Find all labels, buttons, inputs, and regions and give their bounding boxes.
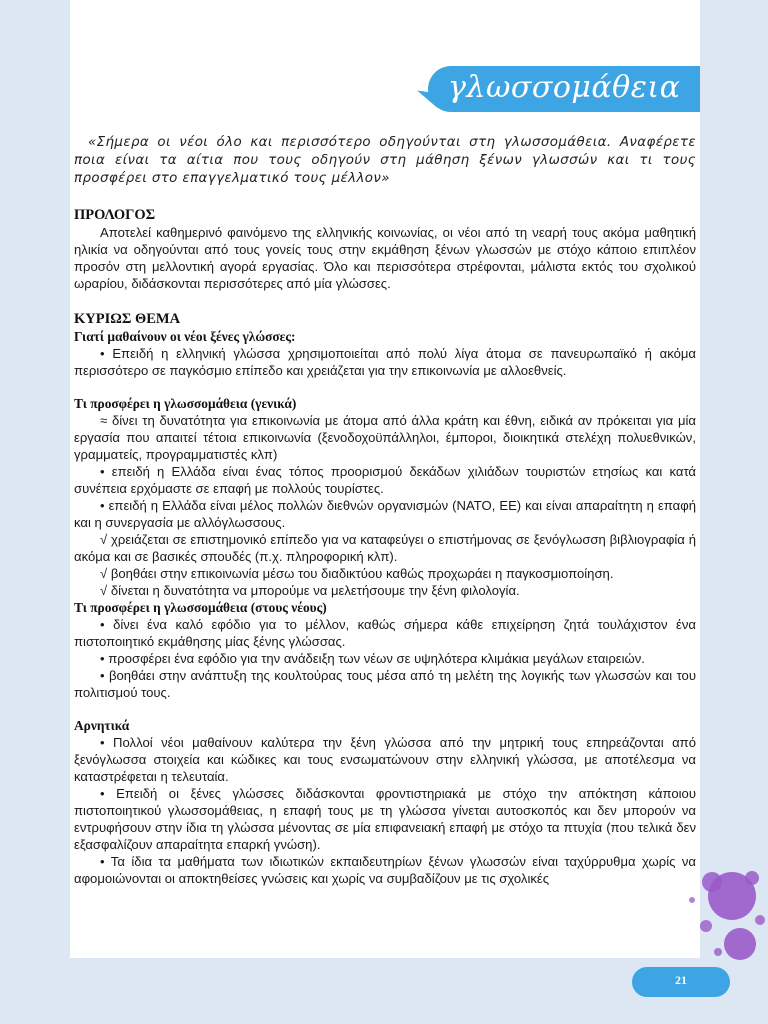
general-item: √ δίνεται η δυνατότητα να μπορούμε να μελετήσουμε την ξένη φιλολογία. — [100, 583, 520, 598]
why-item: • Επειδή η ελληνική γλώσσα χρησιμοποιείται από πολύ λίγα άτομα σε πανευρωπαϊκό ή ακόμα περισσότερο σε παγκόσμιο επίπεδο και χρειάζεται για την επικοινωνία με αλλοεθνείς. — [74, 346, 696, 378]
page-number: 21 — [675, 973, 687, 987]
prologue-text: Αποτελεί καθημερινό φαινόμενο της ελληνικής κοινωνίας, οι νέοι από τη νεαρή τους ακόμα μαθητική ηλικία να οδηγούνται από τους γονείς τους στην εκμάθηση ξένων γλωσσών με στόχο κάποιο επιπλέον προσόν στη μελλοντική αγορά εργασίας. Όλο και περισσότερα στρέφονται, μάλιστα εκτός του σχολικού ωραρίου, διδάσκονται περισσότερες από μία γλώσσες. — [74, 225, 696, 291]
negatives-heading: Αρνητικά — [74, 718, 130, 733]
youth-heading: Τι προσφέρει η γλωσσομάθεια (στους νέους) — [74, 600, 327, 615]
general-item: ≈ δίνει τη δυνατότητα για επικοινωνία με άτομα από άλλα κράτη και έθνη, ειδικά αν πρόκειται για μία εργασία που απαιτεί τέτοια επικοινωνία (ξενοδοχοϋπάλληλοι, έμποροι, διοικητικά στελέχη πολυεθνικών, γραμματείς, προγραμματιστές κλπ) — [74, 413, 696, 462]
left-margin-band — [0, 0, 70, 1024]
why-heading: Γιατί μαθαίνουν οι νέοι ξένες γλώσσες: — [74, 329, 296, 344]
general-item: • επειδή η Ελλάδα είναι ένας τόπος προορισμού δεκάδων χιλιάδων τουριστών ετησίως και κατά συνέπεια ερχόμαστε σε επαφή με πολλούς τουρίστες. — [74, 464, 696, 496]
negatives-item: • Τα ίδια τα μαθήματα των ιδιωτικών εκπαιδευτηρίων ξένων γλωσσών είναι ταχύρρυθμα χωρίς να αφομοιώνονται οι αποκτηθείσες γνώσεις και χωρίς να συμβαδίζουν με τις σχολικές — [74, 854, 696, 886]
youth-item: • βοηθάει στην ανάπτυξη της κουλτούρας τους μέσα από τη μελέτη της λογικής των γλωσσών και του πολιτισμού τους. — [74, 668, 696, 700]
essay-content — [74, 206, 696, 887]
general-item: • επειδή η Ελλάδα είναι μέλος πολλών διεθνών οργανισμών (ΝΑΤΟ, ΕΕ) και είναι απαραίτητη η επαφή και η συνεργασία με αλλόγλωσσους. — [74, 498, 696, 530]
quote-text: «Σήμερα οι νέοι όλο και περισσότερο οδηγούνται στη γλωσσομάθεια. Αναφέρετε ποια είναι τα αίτια που τους οδηγούν στη μάθηση ξένων γλωσσών και τι τους προσφέρει στο επαγγελματικό τους μέλλον» — [74, 135, 696, 186]
youth-item: • δίνει ένα καλό εφόδιο για το μέλλον, καθώς σήμερα κάθε επιχείρηση ζητά τουλάχιστον ένα πιστοποιητικό εκμάθησης μίας ξένης γλώσσας. — [74, 617, 696, 649]
general-heading: Τι προσφέρει η γλωσσομάθεια (γενικά) — [74, 396, 297, 411]
negatives-item: • Επειδή οι ξένες γλώσσες διδάσκονται φροντιστηριακά με στόχο την απόκτηση κάποιου πιστοποιητικού γλωσσομάθειας, η επαφή τους με τη γλώσσα γίνεται αυτοσκοπός και δεν μπορούν να εντρυφήσουν στην ίδια τη γλώσσα μένοντας σε μία επιφανειακή επαφή με στόχο τα πτυχία (που τελικά δεν εξασφαλίζουν απαραίτητα επαρκή γνώση). — [74, 786, 696, 852]
youth-item: • προσφέρει ένα εφόδιο για την ανάδειξη των νέων σε υψηλότερα κλιμάκια μεγάλων εταιρειών. — [100, 651, 645, 666]
ink-splash-icon — [620, 860, 768, 970]
negatives-item: • Πολλοί νέοι μαθαίνουν καλύτερα την ξένη γλώσσα από την μητρική τους επηρεάζονται από ξενόγλωσσα στοιχεία και κώδικες και τους ενσωματώνουν στην ελληνική γλώσσα, με αποτέλεσμα να καταστρέφεται η τελευταία. — [74, 735, 696, 784]
general-item: √ χρειάζεται σε επιστημονικό επίπεδο για να καταφεύγει ο επιστήμονας σε ξενόγλωσση βιβλιογραφία ή ακόμα και σε βασικές σπουδές (π.χ. πληροφορική κλπ). — [74, 532, 696, 564]
general-item: √ βοηθάει στην επικοινωνία μέσω του διαδικτύου καθώς προχωράει η παγκοσμιοποίηση. — [100, 566, 614, 581]
prologue-heading: ΠΡΟΛΟΓΟΣ — [74, 207, 156, 223]
banner-title: γλωσσομάθεια — [448, 70, 681, 105]
main-heading: ΚΥΡΙΩΣ ΘΕΜΑ — [74, 311, 181, 327]
topic-quote — [74, 134, 696, 188]
